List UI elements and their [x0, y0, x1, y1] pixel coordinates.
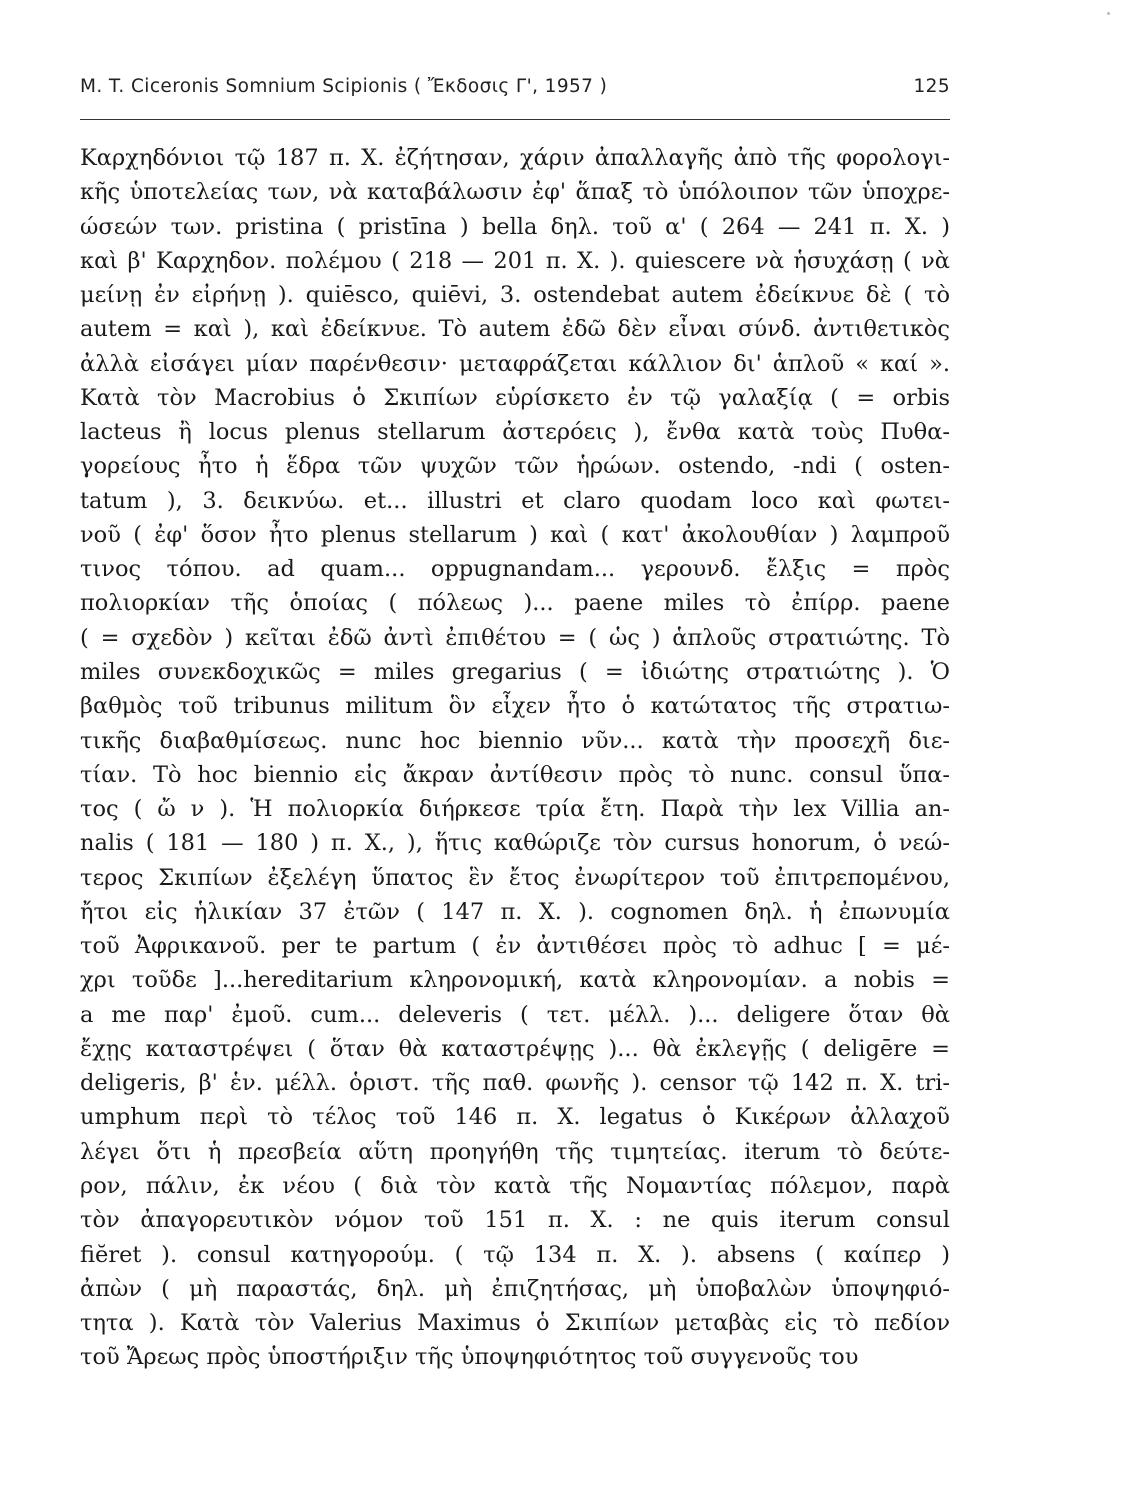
text-line: deligeris, β' ἑν. μέλλ. ὁριστ. τῆς παθ. φωνῆς ). censor τῷ 142 π. Χ. tri-: [80, 1070, 950, 1097]
text-line: ώσεών των. pristina ( pristīna ) bella δηλ. τοῦ α' ( 264 — 241 π. Χ. ): [80, 213, 950, 240]
page-number: 125: [913, 76, 950, 97]
scan-speck: [1107, 12, 1110, 15]
text-line: μείνῃ ἐν εἰρήνῃ ). quiēsco, quiēvi, 3. ostendebat autem ἐδείκνυε δὲ ( τὸ: [80, 282, 950, 309]
text-line: nalis ( 181 — 180 ) π. Χ., ), ἥτις καθώριζε τὸν cursus honorum, ὁ νεώ-: [80, 830, 950, 857]
text-line: τητα ). Κατὰ τὸν Valerius Maximus ὁ Σκιπίων μεταβὰς εἰς τὸ πεδίον: [80, 1310, 950, 1337]
commentary-text: [80, 141, 950, 1375]
text-line: ἤτοι εἰς ἡλικίαν 37 ἐτῶν ( 147 π. Χ. ). cognomen δηλ. ἡ ἐπωνυμία: [80, 898, 950, 925]
text-line: miles συνεκδοχικῶς = miles gregarius ( = ἰδιώτης στρατιώτης ). Ὁ: [80, 658, 950, 685]
text-line: τικῆς διαβαθμίσεως. nunc hoc biennio νῦν... κατὰ τὴν προσεχῆ διε-: [80, 727, 950, 754]
running-title: M. T. Ciceronis Somnium Scipionis ( Ἔκδοσις Γ', 1957 ): [80, 76, 608, 97]
text-line: a me παρ' ἐμοῦ. cum... deleveris ( τετ. μέλλ. )... deligere ὅταν θὰ: [80, 1001, 950, 1028]
text-line: umphum περὶ τὸ τέλος τοῦ 146 π. Χ. legatus ὁ Κικέρων ἀλλαχοῦ: [80, 1104, 950, 1131]
text-line: τερος Σκιπίων ἐξελέγη ὕπατος ἓν ἔτος ἐνωρίτερον τοῦ ἐπιτρεπομένου,: [80, 864, 950, 891]
text-line: πολιορκίαν τῆς ὁποίας ( πόλεως )... paene miles τὸ ἐπίρρ. paene: [80, 590, 950, 617]
text-line: autem = καὶ ), καὶ ἐδείκνυε. Τὸ autem ἐδῶ δὲν εἶναι σύνδ. ἀντιθετικὸς: [80, 316, 950, 343]
text-line: ἀπὼν ( μὴ παραστάς, δηλ. μὴ ἐπιζητήσας, μὴ ὑποβαλὼν ὑποψηφιό-: [80, 1275, 950, 1302]
text-line: τίαν. Τὸ hoc biennio εἰς ἄκραν ἀντίθεσιν πρὸς τὸ nunc. consul ὕπα-: [80, 761, 950, 788]
text-line: βαθμὸς τοῦ tribunus militum ὃν εἶχεν ἦτο ὁ κατώτατος τῆς στρατιω-: [80, 693, 950, 720]
text-line: ρον, πάλιν, ἐκ νέου ( διὰ τὸν κατὰ τῆς Νομαντίας πόλεμον, παρὰ: [80, 1172, 950, 1199]
text-line: τινος τόπου. ad quam... oppugnandam... γερουνδ. ἔλξις = πρὸς: [80, 556, 950, 583]
running-header: [80, 76, 950, 106]
text-line: Καρχηδόνιοι τῷ 187 π. Χ. ἐζήτησαν, χάριν ἀπαλλαγῆς ἀπὸ τῆς φορολογι-: [80, 145, 950, 171]
text-line: ἀλλὰ εἰσάγει μίαν παρένθεσιν· μεταφράζεται κάλλιον δι' ἁπλοῦ « καί ».: [80, 350, 950, 377]
text-line: ἔχῃς καταστρέψει ( ὅταν θὰ καταστρέψῃς )... θὰ ἐκλεγῇς ( deligēre =: [80, 1035, 950, 1062]
text-line: τὸν ἀπαγορευτικὸν νόμον τοῦ 151 π. Χ. : ne quis iterum consul: [80, 1207, 950, 1234]
text-line: γορείους ἦτο ἡ ἕδρα τῶν ψυχῶν τῶν ἡρώων. ostendo, -ndi ( osten-: [80, 453, 950, 480]
text-line: τος ( ὤ ν ). Ἡ πολιορκία διήρκεσε τρία ἔτη. Παρὰ τὴν lex Villia an-: [80, 796, 950, 823]
text-line: τοῦ Ἀφρικανοῦ. per te partum ( ἐν ἀντιθέσει πρὸς τὸ adhuc [ = μέ-: [80, 933, 950, 960]
text-line: λέγει ὅτι ἡ πρεσβεία αὕτη προηγήθη τῆς τιμητείας. iterum τὸ δεύτε-: [80, 1138, 950, 1165]
text-line: τοῦ Ἄρεως πρὸς ὑποστήριξιν τῆς ὑποψηφιότητος τοῦ συγγενοῦς του: [80, 1344, 859, 1371]
header-rule: [80, 119, 950, 120]
text-line: κῆς ὑποτελείας των, νὰ καταβάλωσιν ἐφ' ἅπαξ τὸ ὑπόλοιπον τῶν ὑποχρε-: [80, 179, 950, 206]
text-line: fiĕret ). consul κατηγορούμ. ( τῷ 134 π. Χ. ). absens ( καίπερ ): [80, 1241, 950, 1268]
text-line: lacteus ἢ locus plenus stellarum ἀστερόεις ), ἔνθα κατὰ τοὺς Πυθα-: [80, 419, 950, 446]
text-line: χρι τοῦδε ]...hereditarium κληρονομική, κατὰ κληρονομίαν. a nobis =: [80, 967, 950, 994]
text-line: ( = σχεδὸν ) κεῖται ἐδῶ ἀντὶ ἐπιθέτου = ( ὡς ) ἁπλοῦς στρατιώτης. Τὸ: [80, 624, 950, 651]
text-line: νοῦ ( ἐφ' ὅσον ἦτο plenus stellarum ) καὶ ( κατ' ἀκολουθίαν ) λαμπροῦ: [80, 521, 950, 548]
text-line: καὶ β' Καρχηδον. πολέμου ( 218 — 201 π. Χ. ). quiescere νὰ ἡσυχάσῃ ( νὰ: [80, 247, 950, 274]
text-line: Κατὰ τὸν Macrobius ὁ Σκιπίων εὑρίσκετο ἐν τῷ γαλαξίᾳ ( = orbis: [80, 384, 950, 411]
text-line: tatum ), 3. δεικνύω. et... illustri et claro quodam loco καὶ φωτει-: [80, 487, 950, 514]
